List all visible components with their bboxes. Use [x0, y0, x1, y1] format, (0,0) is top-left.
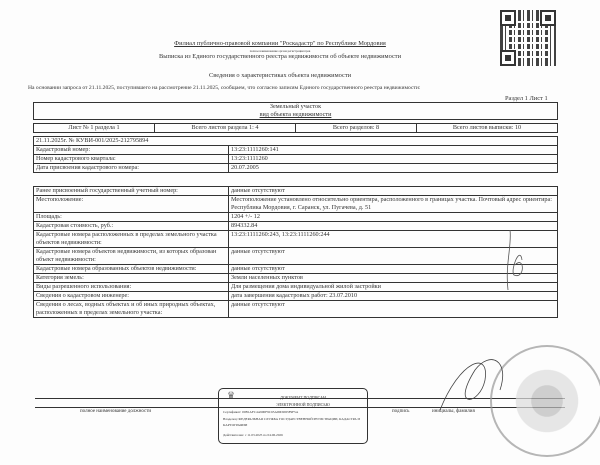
row-value: Местоположение установлено относительно ориентира, расположенного в границах участка. Почтовый адрес ориентира: Республика Мордовия, г. Саранск, ул. Пугачева, д. 51 — [229, 196, 558, 213]
section-sheet: Раздел 1 Лист 1 — [505, 95, 548, 102]
row-label: Кадастровый номер: — [34, 146, 229, 155]
row-label: Сведения о лесах, водных объектах и об иных природных объектах, расположенных в пределах земельного участка: — [34, 301, 229, 318]
row-label: Номер кадастрового квартала: — [34, 155, 229, 164]
row-label: Ранее присвоенный государственный учетный номер: — [34, 187, 229, 196]
table-row — [34, 248, 558, 265]
section-count: Всего разделов: 8 — [296, 124, 417, 133]
row-label: Дата присвоения кадастрового номера: — [34, 164, 229, 173]
record-id: 21.11.2025г. № КУВИ-001/2025-212795894 — [34, 137, 558, 146]
document-subtitle: Сведения о характеристиках объекта недвижимости — [208, 72, 352, 79]
row-label: Кадастровые номера образованных объектов недвижимости: — [34, 265, 229, 274]
row-value: данные отсутствуют — [229, 187, 558, 196]
sheet-info-table — [33, 123, 558, 133]
name-caption: инициалы, фамилия — [432, 409, 475, 414]
table-row — [34, 265, 558, 274]
table-row — [34, 283, 558, 292]
table-row — [34, 231, 558, 248]
row-label: Местоположение: — [34, 196, 229, 213]
table-row — [34, 292, 558, 301]
intro-text: На основании запроса от 21.11.2025, поступившего на рассмотрение 21.11.2025, сообщаем, что согласно записям Единого государственного реестра недвижимости: — [28, 85, 421, 91]
sign-caption: подпись — [392, 409, 410, 414]
row-value: 13:23:1111260 — [229, 155, 558, 164]
table-row — [34, 222, 558, 231]
row-label: Кадастровые номера расположенных в пределах земельного участка объектов недвижимости: — [34, 231, 229, 248]
row-value: Земли населенных пунктов — [229, 274, 558, 283]
table-row — [34, 274, 558, 283]
stamp-owner: Владелец: ФЕДЕРАЛЬНАЯ СЛУЖБА ГОСУДАРСТВЕННОЙ РЕГИСТРАЦИИ, КАДАСТРА И КАРТОГРАФИИ — [223, 417, 360, 427]
document-title: Выписка из Единого государственного реестра недвижимости об объекте недвижимости — [158, 53, 401, 60]
stamp-certificate: Сертификат: 00B1AFC4A900F9C65A00D9D3F9F5A — [223, 410, 299, 414]
table-row — [34, 155, 558, 164]
details-table — [33, 186, 558, 318]
position-caption: полное наименование должности — [80, 409, 152, 414]
sheet-number: Лист № 1 раздела 1 — [34, 124, 155, 133]
row-label: Кадастровые номера объектов недвижимости, из которых образован объект недвижимости: — [34, 248, 229, 265]
table-row — [34, 301, 558, 318]
row-value: данные отсутствуют — [229, 265, 558, 274]
row-value: дата завершения кадастровых работ: 23.07.2010 — [229, 292, 558, 301]
sheet-count-total: Всего листов выписки: 10 — [417, 124, 558, 133]
object-type-caption: вид объекта недвижимости — [34, 111, 558, 120]
row-value: данные отсутствуют — [229, 301, 558, 318]
row-value: 13:23:1111260:243, 13:23:1111260:244 — [229, 231, 558, 248]
record-table — [33, 136, 558, 173]
object-type: Земельный участок — [34, 103, 558, 112]
object-type-table — [33, 102, 558, 120]
row-label: Сведения о кадастровом инженере: — [34, 292, 229, 301]
row-label: Категория земель: — [34, 274, 229, 283]
table-row — [34, 196, 558, 213]
row-label: Площадь: — [34, 213, 229, 222]
qr-code — [500, 10, 556, 66]
row-label: Виды разрешенного использования: — [34, 283, 229, 292]
table-row — [34, 146, 558, 155]
emblem-icon: ♛ — [227, 390, 236, 400]
sheet-count-section: Всего листов раздела 1: 4 — [155, 124, 296, 133]
stamp-subtitle: ЭЛЕКТРОННОЙ ПОДПИСЬЮ — [276, 402, 330, 407]
row-label: Кадастровая стоимость, руб.: — [34, 222, 229, 231]
handwritten-signature — [430, 350, 520, 420]
row-value: 13:23:1111260:141 — [229, 146, 558, 155]
table-row — [34, 213, 558, 222]
table-row — [34, 187, 558, 196]
row-value: 1204 +/- 12 — [229, 213, 558, 222]
org-name: Филиал публично-правовой компании "Роскадастр" по Республике Мордовия — [174, 40, 386, 47]
margin-signature — [500, 225, 530, 295]
stamp-validity: Действителен: с 11.03.2025 по 04.06.2026 — [223, 433, 283, 437]
row-value: 20.07.2005 — [229, 164, 558, 173]
table-row — [34, 164, 558, 173]
row-value: 894332.84 — [229, 222, 558, 231]
e-signature-stamp — [218, 388, 368, 444]
stamp-title: ДОКУМЕНТ ПОДПИСАН — [280, 395, 326, 400]
row-value: данные отсутствуют — [229, 248, 558, 265]
org-caption: полное наименование органа регистрации прав — [249, 49, 311, 53]
row-value: Для размещения дома индивидуальной жилой застройки — [229, 283, 558, 292]
